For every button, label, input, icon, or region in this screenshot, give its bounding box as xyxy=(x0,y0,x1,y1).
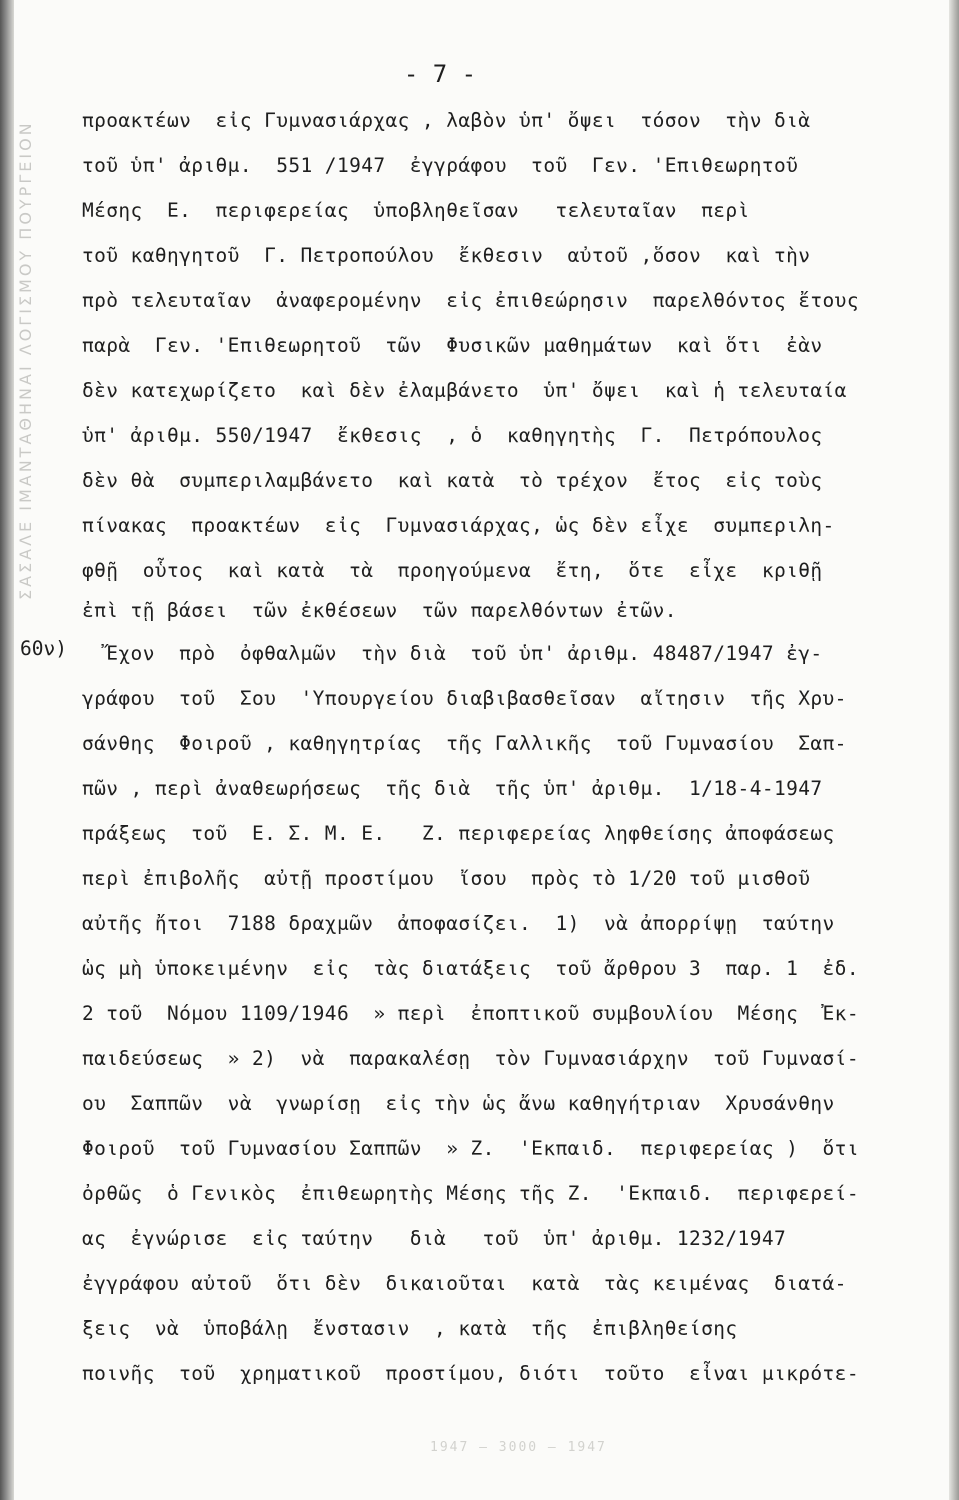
text-line: πρὸ τελευταῖαν ἀναφερομένην εἰς ἐπιθεώρησιν παρελθόντος ἔτους xyxy=(82,289,859,312)
text-line: Μέσης Ε. περιφερείας ὑποβληθεῖσαν τελευταῖαν περὶ xyxy=(82,199,750,222)
text-line: 2 τοῦ Νόμου 1109/1946 » περὶ ἐποπτικοῦ συμβουλίου Μέσης Ἐκ- xyxy=(82,1002,859,1025)
text-line: ξεις νὰ ὑποβάλῃ ἔνστασιν , κατὰ τῆς ἐπιβληθείσης xyxy=(82,1317,738,1340)
text-line: ου Σαππῶν νὰ γνωρίσῃ εἰς τὴν ὡς ἄνω καθηγήτριαν Χρυσάνθην xyxy=(82,1092,835,1115)
margin-stamp: ΣΑΣΑΛΕ ΙΜΑΝΤΑΘΗΝΑΙ ΛΟΓΙΣΜΟΥ ΠΟΥΡΓΕΙΟΝ xyxy=(16,120,35,600)
text-line: δὲν θὰ συμπεριλαμβάνετο καὶ κατὰ τὸ τρέχον ἔτος εἰς τοὺς xyxy=(82,469,823,492)
text-line: παρὰ Γεν. 'Επιθεωρητοῦ τῶν Φυσικῶν μαθημάτων καὶ ὅτι ἐὰν xyxy=(82,334,823,357)
text-line: Ἔχον πρὸ ὀφθαλμῶν τὴν διὰ τοῦ ὑπ' ἀριθμ. 48487/1947 ἐγ- xyxy=(82,642,823,665)
text-line: πίνακας προακτέων εἰς Γυμνασιάρχας, ὡς δὲν εἶχε συμπεριλη- xyxy=(82,514,835,537)
scan-edge-right xyxy=(949,0,959,1500)
text-line: ὡς μὴ ὑποκειμένην εἰς τὰς διατάξεις τοῦ ἄρθρου 3 παρ. 1 ἐδ. xyxy=(82,957,859,980)
page-number: - 7 - xyxy=(403,60,477,88)
scan-edge-left xyxy=(0,0,14,1500)
text-line: τοῦ ὑπ' ἀριθμ. 551 /1947 ἐγγράφου τοῦ Γεν. 'Επιθεωρητοῦ xyxy=(82,154,799,177)
text-line: ας ἐγνώρισε εἰς ταύτην διὰ τοῦ ὑπ' ἀριθμ. 1232/1947 xyxy=(82,1227,787,1250)
text-line: δὲν κατεχωρίζετο καὶ δὲν ἐλαμβάνετο ὑπ' ὄψει καὶ ἡ τελευταία xyxy=(82,379,847,402)
text-line: πράξεως τοῦ Ε. Σ. Μ. Ε. Ζ. περιφερείας ληφθείσης ἀποφάσεως xyxy=(82,822,835,845)
text-line: ποινῆς τοῦ χρηματικοῦ προστίμου, διότι τοῦτο εἶναι μικρότε- xyxy=(82,1362,859,1385)
text-line: τοῦ καθηγητοῦ Γ. Πετροπούλου ἔκθεσιν αὐτοῦ ,ὅσον καὶ τὴν xyxy=(82,244,811,267)
text-line: ὀρθῶς ὁ Γενικὸς ἐπιθεωρητὴς Μέσης τῆς Ζ. 'Εκπαιδ. περιφερεί- xyxy=(82,1182,859,1205)
section-marker: 60ν) xyxy=(20,637,67,660)
text-line: ἐγγράφου αὐτοῦ ὅτι δὲν δικαιοῦται κατὰ τὰς κειμένας διατά- xyxy=(82,1272,847,1295)
text-line: πῶν , περὶ ἀναθεωρήσεως τῆς διὰ τῆς ὑπ' ἀριθμ. 1/18-4-1947 xyxy=(82,777,823,800)
text-line: προακτέων εἰς Γυμνασιάρχας , λαβὸν ὑπ' ὄψει τόσον τὴν διὰ xyxy=(82,109,811,132)
text-line: σάνθης Φοιροῦ , καθηγητρίας τῆς Γαλλικῆς τοῦ Γυμνασίου Σαπ- xyxy=(82,732,847,755)
text-line: παιδεύσεως » 2) νὰ παρακαλέσῃ τὸν Γυμνασιάρχην τοῦ Γυμνασί- xyxy=(82,1047,859,1070)
text-line: ἐπὶ τῇ βάσει τῶν ἐκθέσεων τῶν παρελθόντων ἐτῶν. xyxy=(82,599,677,622)
text-line: περὶ ἐπιβολῆς αὐτῇ προστίμου ἴσου πρὸς τὸ 1/20 τοῦ μισθοῦ xyxy=(82,867,811,890)
text-line: γράφου τοῦ Σου 'Υπουργείου διαβιβασθεῖσαν αἴτησιν τῆς Χρυ- xyxy=(82,687,847,710)
text-line: αὐτῆς ἤτοι 7188 δραχμῶν ἀποφασίζει. 1) νὰ ἀπορρίψῃ ταύτην xyxy=(82,912,835,935)
text-line: ὑπ' ἀριθμ. 550/1947 ἔκθεσις , ὁ καθηγητὴς Γ. Πετρόπουλος xyxy=(82,424,823,447)
faint-footer-print: 1947 — 3000 — 1947 xyxy=(430,1440,607,1455)
text-line: φθῇ οὗτος καὶ κατὰ τὰ προηγούμενα ἔτη, ὅτε εἶχε κριθῇ xyxy=(82,559,823,582)
text-line: Φοιροῦ τοῦ Γυμνασίου Σαππῶν » Ζ. 'Εκπαιδ. περιφερείας ) ὅτι xyxy=(82,1137,859,1160)
